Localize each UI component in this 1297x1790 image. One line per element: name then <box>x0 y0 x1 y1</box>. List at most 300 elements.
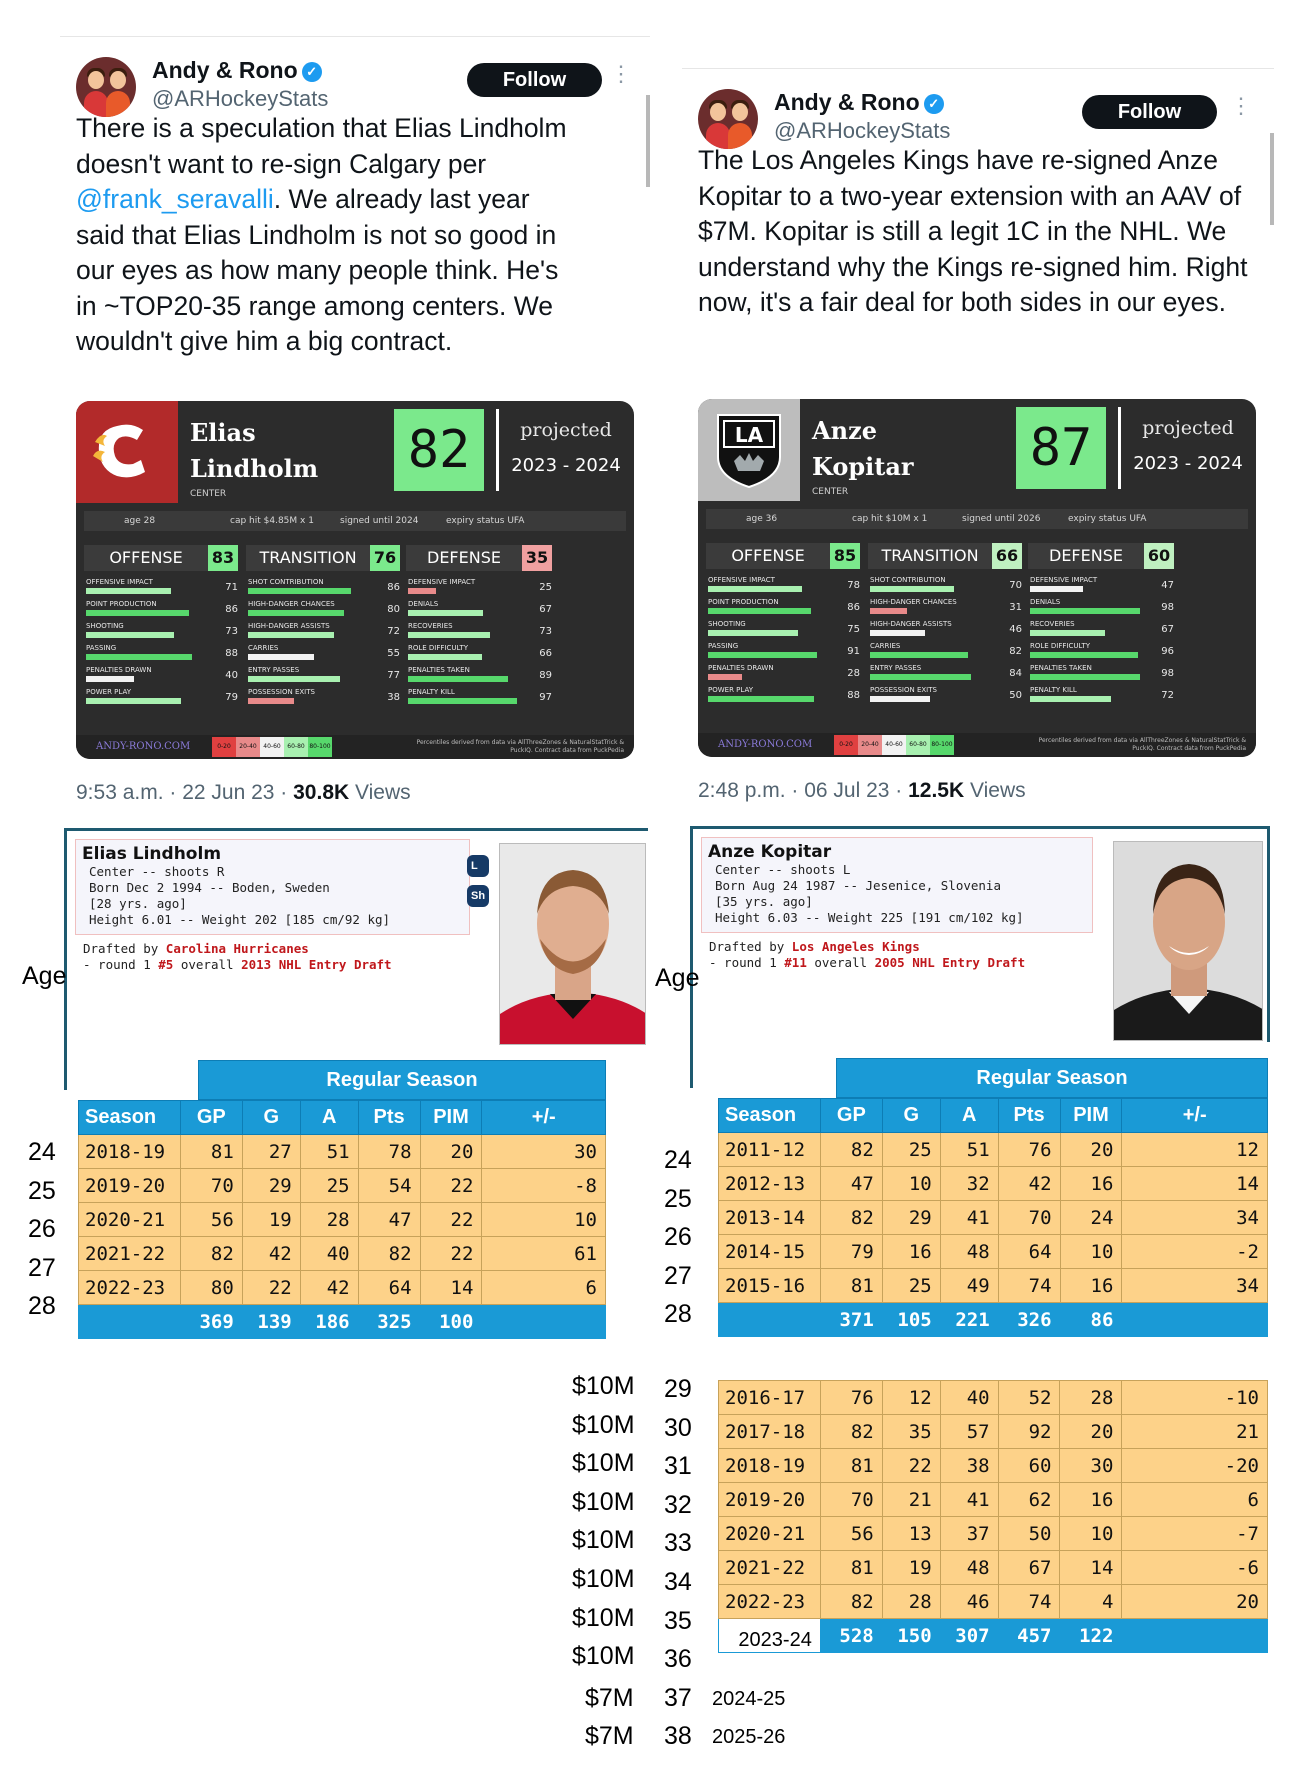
stat-cell: 22 <box>242 1271 300 1305</box>
total-cell: 139 <box>242 1305 300 1339</box>
section-score: 66 <box>992 543 1022 569</box>
stat-cell: -20 <box>1122 1449 1268 1483</box>
rating-section-transition <box>246 545 400 709</box>
bio-line: Height 6.01 -- Weight 202 [185 cm/92 kg] <box>89 912 391 927</box>
age-value: 25 <box>664 1184 692 1213</box>
stat-row <box>1028 597 1174 619</box>
section-label: DEFENSE <box>1049 546 1123 565</box>
stat-name: CARRIES <box>248 644 279 652</box>
stat-row <box>246 665 400 687</box>
stat-row <box>1028 641 1174 663</box>
stat-row <box>706 685 860 707</box>
age-value: 35 <box>664 1606 692 1635</box>
scrollbar[interactable] <box>1270 133 1274 225</box>
header-row <box>719 1099 1268 1133</box>
stat-name: ENTRY PASSES <box>870 664 922 672</box>
stat-value: 86 <box>387 582 400 593</box>
column-header[interactable]: Season <box>719 1099 821 1133</box>
stat-value: 71 <box>225 582 238 593</box>
column-header[interactable]: PIM <box>1060 1099 1122 1133</box>
totals-row <box>719 1619 1268 1653</box>
tweet-meta: 9:53 a.m. · 22 Jun 23 · 30.8K Views <box>76 781 411 804</box>
stat-bar <box>86 588 171 594</box>
stat-row <box>868 663 1022 685</box>
author-name[interactable]: Andy & Rono ✓ <box>774 89 944 116</box>
total-cell <box>79 1305 181 1339</box>
stat-name: POWER PLAY <box>86 688 131 696</box>
site-link[interactable]: ANDY-RONO.COM <box>96 741 191 752</box>
stat-value: 82 <box>1009 646 1022 657</box>
stat-cell: 62 <box>998 1483 1060 1517</box>
season-row <box>719 1167 1268 1201</box>
stat-value: 66 <box>539 648 552 659</box>
stat-bar <box>708 696 814 702</box>
column-header[interactable]: Pts <box>998 1099 1060 1133</box>
section-score: 85 <box>830 543 860 569</box>
stat-cell: 2021-22 <box>719 1551 821 1585</box>
stat-value: 38 <box>387 692 400 703</box>
bio-box <box>701 837 1093 933</box>
stat-cell: -6 <box>1122 1551 1268 1585</box>
stat-cell: 10 <box>482 1203 606 1237</box>
stat-cell: 28 <box>1060 1381 1122 1415</box>
column-header[interactable]: A <box>300 1101 358 1135</box>
season-row <box>719 1133 1268 1167</box>
site-link[interactable]: ANDY-RONO.COM <box>718 739 813 750</box>
stat-cell: 2022-23 <box>79 1271 181 1305</box>
stat-name: OFFENSIVE IMPACT <box>708 576 775 584</box>
stat-cell: 10 <box>1060 1235 1122 1269</box>
stat-name: SHOOTING <box>86 622 124 630</box>
stat-bar <box>86 654 192 660</box>
author-handle[interactable]: @ARHockeyStats <box>774 118 951 143</box>
age-value: 30 <box>664 1413 692 1442</box>
stat-cell: 2013-14 <box>719 1201 821 1235</box>
stat-row <box>1028 685 1174 707</box>
author-avatar[interactable] <box>76 57 136 117</box>
stat-cell: 35 <box>882 1415 940 1449</box>
stat-cell: 27 <box>242 1135 300 1169</box>
stat-cell: 42 <box>242 1237 300 1271</box>
stat-cell: 42 <box>998 1167 1060 1201</box>
stat-name: PENALTIES DRAWN <box>86 666 152 674</box>
future-season: 2025-26 <box>712 1726 786 1748</box>
stat-cell: -8 <box>482 1169 606 1203</box>
section-header <box>246 545 400 571</box>
section-header <box>84 545 238 571</box>
stat-cell: 51 <box>300 1135 358 1169</box>
header-row <box>79 1101 606 1135</box>
age-value: 34 <box>664 1568 692 1596</box>
stat-cell: 76 <box>998 1133 1060 1167</box>
stat-cell: 22 <box>420 1169 482 1203</box>
stat-name: SHOOTING <box>708 620 746 628</box>
stat-bar <box>408 676 508 682</box>
contract-info-item: cap hit $10M x 1 <box>852 514 928 524</box>
stat-cell: 2022-23 <box>719 1585 821 1619</box>
stat-cell: 82 <box>820 1585 882 1619</box>
player-card <box>698 399 1256 757</box>
stat-bar <box>248 610 344 616</box>
stat-cell: 19 <box>882 1551 940 1585</box>
bio-box <box>75 839 470 935</box>
stat-value: 50 <box>1009 690 1022 701</box>
stat-cell: 20 <box>420 1135 482 1169</box>
stat-cell: 70 <box>820 1483 882 1517</box>
section-header <box>1028 543 1174 569</box>
stat-row <box>406 643 552 665</box>
stat-cell: 41 <box>940 1483 998 1517</box>
card-player-name: Elias Lindholm <box>190 418 319 483</box>
season-row <box>719 1483 1268 1517</box>
stat-cell: 22 <box>420 1203 482 1237</box>
stat-cell: 19 <box>242 1203 300 1237</box>
total-cell: 2023-24 <box>719 1619 821 1653</box>
column-header[interactable]: +/- <box>482 1101 606 1135</box>
stat-bar <box>870 652 968 658</box>
stat-cell: 74 <box>998 1585 1060 1619</box>
stat-cell: 2021-22 <box>79 1237 181 1271</box>
column-header[interactable]: Season <box>79 1101 181 1135</box>
stat-cell: 16 <box>1060 1167 1122 1201</box>
age-value: 33 <box>664 1529 692 1558</box>
stats-table-kopitar-later <box>718 1380 1268 1653</box>
section-label: OFFENSE <box>731 546 805 565</box>
stat-bar <box>248 588 351 594</box>
section-score: 83 <box>208 545 238 571</box>
rating-section-defense <box>1028 543 1174 707</box>
age-value: 31 <box>664 1452 692 1481</box>
stat-row <box>84 643 238 665</box>
draft-link[interactable]: 2005 NHL Entry Draft <box>874 955 1026 970</box>
verified-badge-icon: ✓ <box>302 62 322 82</box>
overall-rating: 82 <box>394 409 484 491</box>
stat-value: 89 <box>539 670 552 681</box>
age-value: 28 <box>664 1300 692 1329</box>
data-credit: Percentiles derived from data via AllThreeZones & NaturalStatTrick & PuckIQ. Contract data from PuckPedia <box>1038 737 1246 752</box>
age-value: 37 <box>664 1684 692 1712</box>
player-photo <box>1113 841 1263 1041</box>
more-options-icon[interactable]: ⋮ <box>1230 93 1252 118</box>
stat-bar <box>86 632 174 638</box>
percentile-legend <box>834 735 954 755</box>
total-cell: 105 <box>882 1303 940 1337</box>
stat-value: 40 <box>225 670 238 681</box>
stat-value: 77 <box>387 670 400 681</box>
rating-section-offense <box>84 545 238 709</box>
card-position: CENTER <box>812 487 849 497</box>
stat-value: 86 <box>225 604 238 615</box>
season-row <box>79 1169 606 1203</box>
stat-cell: 24 <box>1060 1201 1122 1235</box>
stat-value: 84 <box>1009 668 1022 679</box>
verified-badge-icon: ✓ <box>924 94 944 114</box>
projected-season: 2023 - 2024 <box>511 455 621 476</box>
age-value: 36 <box>664 1645 692 1674</box>
stat-bar <box>1030 586 1083 592</box>
season-row <box>719 1235 1268 1269</box>
column-header[interactable]: Pts <box>358 1101 420 1135</box>
stat-cell: 20 <box>1060 1415 1122 1449</box>
future-season: 2024-25 <box>712 1688 786 1710</box>
stat-cell: 81 <box>180 1135 242 1169</box>
bio-line: Born Dec 2 1994 -- Boden, Sweden <box>89 880 330 895</box>
stat-bar <box>870 586 954 592</box>
stat-bar <box>1030 652 1138 658</box>
follow-button[interactable]: Follow <box>467 63 602 97</box>
age-value: 29 <box>664 1375 692 1403</box>
more-options-icon[interactable]: ⋮ <box>610 61 632 86</box>
stat-cell: 10 <box>1060 1517 1122 1551</box>
contract-info-item: cap hit $4.85M x 1 <box>230 516 314 526</box>
projected-label: projected <box>520 419 612 441</box>
contract-info-bar <box>706 509 1248 529</box>
stat-bar <box>708 674 742 680</box>
season-row <box>719 1517 1268 1551</box>
draft-link[interactable]: 2013 NHL Entry Draft <box>241 957 392 972</box>
legend-swatch: 40-60 <box>260 737 284 757</box>
stat-bar <box>1030 630 1105 636</box>
side-button[interactable]: L <box>467 855 489 877</box>
season-row <box>79 1237 606 1271</box>
stat-bar <box>870 674 971 680</box>
svg-text:LA: LA <box>734 423 764 447</box>
stats-table-kopitar <box>718 1098 1268 1337</box>
column-header[interactable]: G <box>882 1099 940 1133</box>
stat-cell: 82 <box>820 1133 882 1167</box>
stat-cell: 21 <box>882 1483 940 1517</box>
stat-cell: 47 <box>820 1167 882 1201</box>
stat-bar <box>248 632 334 638</box>
column-header[interactable]: +/- <box>1122 1099 1268 1133</box>
stat-value: 73 <box>539 626 552 637</box>
stat-row <box>706 575 860 597</box>
stat-row <box>1028 663 1174 685</box>
age-value: 28 <box>28 1292 56 1321</box>
stat-row <box>246 621 400 643</box>
stat-name: ROLE DIFFICULTY <box>408 644 468 652</box>
stat-row <box>84 599 238 621</box>
scrollbar[interactable] <box>646 95 650 187</box>
card-footer <box>698 733 1256 757</box>
stat-cell: 16 <box>1060 1483 1122 1517</box>
stat-bar <box>408 588 436 594</box>
stat-cell: 2016-17 <box>719 1381 821 1415</box>
stat-bar <box>86 610 189 616</box>
stat-name: HIGH-DANGER ASSISTS <box>870 620 952 628</box>
overall-rating: 87 <box>1016 407 1106 489</box>
season-row <box>79 1135 606 1169</box>
stat-cell: 2020-21 <box>79 1203 181 1237</box>
stat-name: DEFENSIVE IMPACT <box>408 578 476 586</box>
stat-value: 86 <box>847 602 860 613</box>
stat-cell: 28 <box>300 1203 358 1237</box>
stat-cell: 46 <box>940 1585 998 1619</box>
salary-value: $7M <box>585 1684 634 1712</box>
stat-cell: 78 <box>358 1135 420 1169</box>
stat-value: 75 <box>847 624 860 635</box>
stat-value: 25 <box>539 582 552 593</box>
stat-bar <box>1030 696 1111 702</box>
stat-cell: 25 <box>882 1269 940 1303</box>
column-header[interactable]: A <box>940 1099 998 1133</box>
section-header <box>868 543 1022 569</box>
stat-cell: 48 <box>940 1235 998 1269</box>
season-row <box>719 1551 1268 1585</box>
stat-name: SHOT CONTRIBUTION <box>248 578 324 586</box>
stat-name: PENALTIES TAKEN <box>1030 664 1092 672</box>
salary-value: $10M <box>572 1372 635 1400</box>
stat-name: PENALTY KILL <box>1030 686 1077 694</box>
projected-label: projected <box>1142 417 1234 439</box>
section-label: TRANSITION <box>259 548 357 567</box>
stat-row <box>868 619 1022 641</box>
stat-cell: 64 <box>358 1271 420 1305</box>
stat-name: POSSESSION EXITS <box>248 688 315 696</box>
total-cell: 325 <box>358 1305 420 1339</box>
author-name[interactable]: Andy & Rono ✓ <box>152 57 322 84</box>
player-profile-kopitar <box>693 829 1267 1057</box>
contract-info-item: expiry status UFA <box>446 516 525 526</box>
column-header[interactable]: GP <box>820 1099 882 1133</box>
stat-row <box>706 597 860 619</box>
stat-name: DEFENSIVE IMPACT <box>1030 576 1098 584</box>
draft-team-link[interactable]: Carolina Hurricanes <box>165 941 309 956</box>
stat-value: 67 <box>539 604 552 615</box>
total-cell: 457 <box>998 1619 1060 1653</box>
team-logo <box>698 399 800 501</box>
total-cell: 86 <box>1060 1303 1122 1337</box>
stat-name: SHOT CONTRIBUTION <box>870 576 946 584</box>
stat-cell: 12 <box>1122 1133 1268 1167</box>
data-credit: Percentiles derived from data via AllThreeZones & NaturalStatTrick & PuckIQ. Contract data from PuckPedia <box>416 739 624 754</box>
salary-value: $10M <box>572 1487 635 1516</box>
total-cell: 326 <box>998 1303 1060 1337</box>
age-value: 26 <box>28 1215 56 1244</box>
stat-cell: 2019-20 <box>79 1169 181 1203</box>
stat-value: 55 <box>387 648 400 659</box>
stat-cell: 60 <box>998 1449 1060 1483</box>
section-header <box>406 545 552 571</box>
stat-cell: 25 <box>882 1133 940 1167</box>
season-row <box>719 1381 1268 1415</box>
stat-cell: 2020-21 <box>719 1517 821 1551</box>
stat-cell: 22 <box>420 1237 482 1271</box>
stat-name: DENIALS <box>1030 598 1061 606</box>
stat-cell: 57 <box>940 1415 998 1449</box>
stat-cell: 74 <box>998 1269 1060 1303</box>
stat-name: ROLE DIFFICULTY <box>1030 642 1090 650</box>
stat-bar <box>248 676 340 682</box>
column-header[interactable]: PIM <box>420 1101 482 1135</box>
stat-value: 28 <box>847 668 860 679</box>
contract-info-item: signed until 2024 <box>340 516 419 526</box>
stat-cell: 2018-19 <box>719 1449 821 1483</box>
stat-name: POINT PRODUCTION <box>708 598 779 606</box>
contract-info-item: expiry status UFA <box>1068 514 1147 524</box>
contract-info-item: age 36 <box>746 514 778 524</box>
stat-bar <box>408 654 482 660</box>
stat-bar <box>870 608 907 614</box>
author-handle[interactable]: @ARHockeyStats <box>152 86 329 111</box>
stat-name: PASSING <box>708 642 739 650</box>
totals-row <box>719 1303 1268 1337</box>
age-label: Age <box>655 964 700 992</box>
stat-cell: 12 <box>882 1381 940 1415</box>
stat-cell: 16 <box>882 1235 940 1269</box>
age-value: 24 <box>664 1146 692 1174</box>
stat-cell: 30 <box>1060 1449 1122 1483</box>
age-value: 24 <box>28 1138 56 1166</box>
stat-value: 98 <box>1161 602 1174 613</box>
stat-name: RECOVERIES <box>408 622 453 630</box>
section-score: 35 <box>522 545 552 571</box>
player-photo <box>499 843 646 1045</box>
player-name: Anze Kopitar <box>708 842 832 862</box>
stat-value: 67 <box>1161 624 1174 635</box>
draft-info: Drafted by Los Angeles Kings - round 1 #11 overall 2005 NHL Entry Draft <box>709 939 1026 970</box>
stat-name: HIGH-DANGER ASSISTS <box>248 622 330 630</box>
stat-cell: 41 <box>940 1201 998 1235</box>
draft-team-link[interactable]: Los Angeles Kings <box>791 939 920 954</box>
season-row <box>719 1415 1268 1449</box>
stat-cell: 92 <box>998 1415 1060 1449</box>
stat-cell: 2011-12 <box>719 1133 821 1167</box>
stat-cell: 2019-20 <box>719 1483 821 1517</box>
stat-name: PENALTY KILL <box>408 688 455 696</box>
rating-section-transition <box>868 543 1022 707</box>
stat-name: RECOVERIES <box>1030 620 1075 628</box>
stat-cell: 20 <box>1060 1133 1122 1167</box>
stat-cell: 81 <box>820 1551 882 1585</box>
stat-bar <box>1030 608 1140 614</box>
stat-name: PENALTIES DRAWN <box>708 664 774 672</box>
column-header[interactable]: G <box>242 1101 300 1135</box>
section-score: 76 <box>370 545 400 571</box>
stat-row <box>406 599 552 621</box>
stat-bar <box>1030 674 1140 680</box>
total-cell <box>719 1303 821 1337</box>
total-cell: 221 <box>940 1303 998 1337</box>
section-header <box>706 543 860 569</box>
stat-name: DENIALS <box>408 600 439 608</box>
season-row <box>719 1269 1268 1303</box>
card-footer <box>76 735 634 759</box>
panel-edge <box>1267 826 1270 1042</box>
stat-cell: -10 <box>1122 1381 1268 1415</box>
stat-cell: 2017-18 <box>719 1415 821 1449</box>
column-header[interactable]: GP <box>180 1101 242 1135</box>
author-avatar[interactable] <box>698 89 758 149</box>
stat-cell: 2015-16 <box>719 1269 821 1303</box>
salary-value: $10M <box>572 1603 635 1632</box>
side-button[interactable]: Sh <box>467 885 489 907</box>
mention-link[interactable]: @frank_seravalli <box>76 184 274 214</box>
bio-line: Center -- shoots R <box>89 864 225 879</box>
stat-bar <box>408 610 483 616</box>
follow-button[interactable]: Follow <box>1082 95 1217 129</box>
stat-cell: 48 <box>940 1551 998 1585</box>
legend-swatch: 60-80 <box>284 737 308 757</box>
stat-value: 96 <box>1161 646 1174 657</box>
stat-row <box>246 687 400 709</box>
legend-swatch: 60-80 <box>906 735 930 755</box>
legend-swatch: 80-100 <box>930 735 954 755</box>
stat-row <box>706 641 860 663</box>
stat-cell: 30 <box>482 1135 606 1169</box>
draft-info: Drafted by Carolina Hurricanes - round 1 #5 overall 2013 NHL Entry Draft <box>83 941 392 972</box>
stat-cell: 20 <box>1122 1585 1268 1619</box>
